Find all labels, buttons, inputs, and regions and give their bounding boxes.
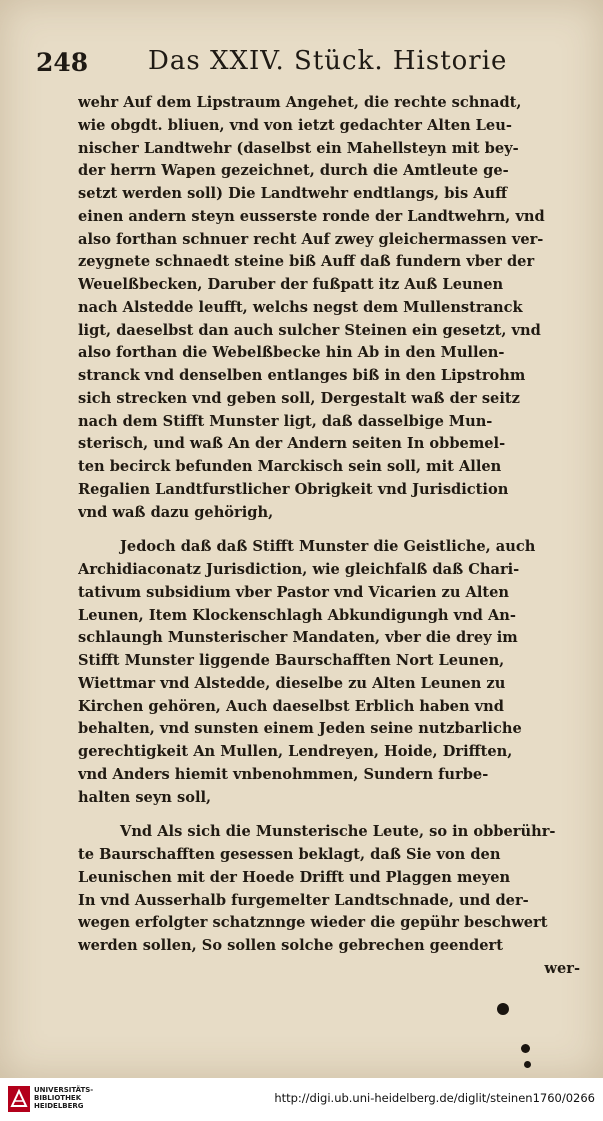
text-line: schlaungh Munsterischer Mandaten, vber die drey im bbox=[78, 629, 518, 647]
ink-blot bbox=[524, 1061, 531, 1068]
ink-blot bbox=[497, 1003, 509, 1015]
library-name: UNIVERSITÄTS- BIBLIOTHEK HEIDELBERG bbox=[34, 1086, 94, 1110]
paragraph-3 bbox=[78, 821, 580, 958]
text-line: Vnd Als sich die Munsterische Leute, so in obberühr- bbox=[120, 823, 556, 841]
text-line: tativum subsidium vber Pastor vnd Vicarien zu Alten bbox=[78, 583, 510, 601]
text-line: also forthan die Webelßbecke hin Ab in den Mullen- bbox=[78, 344, 505, 362]
text-line: wehr Auf dem Lipstraum Angehet, die rechte schnadt, bbox=[78, 94, 522, 111]
text-line: Kirchen gehören, Auch daeselbst Erblich haben vnd bbox=[78, 697, 504, 715]
source-url-link[interactable]: http://digi.ub.uni-heidelberg.de/diglit/steinen1760/0266 bbox=[274, 1091, 595, 1105]
text-line: te Baurschafften gesessen beklagt, daß Sie von den bbox=[78, 846, 501, 863]
page-number: 248 bbox=[36, 48, 89, 77]
text-line: werden sollen, So sollen solche gebrechen geendert bbox=[78, 937, 503, 954]
text-line: behalten, vnd sunsten einem Jeden seine nutzbarliche bbox=[78, 720, 522, 738]
ink-blot bbox=[521, 1044, 530, 1053]
text-line: Leunen, Item Klockenschlagh Abkundigungh vnd An- bbox=[78, 606, 516, 624]
body-text bbox=[78, 92, 580, 981]
catchword bbox=[78, 958, 580, 981]
text-line: nach dem Stifft Munster ligt, daß dasselbige Mun- bbox=[78, 412, 493, 430]
text-line: vnd Anders hiemit vnbenohmmen, Sundern furbe- bbox=[78, 765, 489, 783]
text-line: Leunischen mit der Hoede Drifft und Plaggen meyen bbox=[78, 868, 511, 886]
text-line: setzt werden soll) Die Landtwehr endtlangs, bis Auff bbox=[78, 185, 508, 202]
text-line: wie obgdt. bliuen, vnd von ietzt gedachter Alten Leu- bbox=[78, 116, 512, 134]
text-line: zeygnete schnaedt steine biß Auff daß fundern vber der bbox=[78, 253, 535, 271]
paragraph-2 bbox=[78, 536, 580, 809]
text-line: der herrn Wapen gezeichnet, durch die Amtleute ge- bbox=[78, 162, 509, 180]
text-line: Wiettmar vnd Alstedde, dieselbe zu Alten Leunen zu bbox=[78, 674, 506, 692]
text-line: Weuelßbecken, Daruber der fußpatt itz Auß Leunen bbox=[78, 276, 504, 293]
text-line: also forthan schnuer recht Auf zwey gleichermassen ver- bbox=[78, 230, 544, 248]
text-line: wer- bbox=[544, 959, 580, 977]
text-line: Stifft Munster liggende Baurschafften Nort Leunen, bbox=[78, 652, 505, 669]
text-line: sich strecken vnd geben soll, Dergestalt waß der seitz bbox=[78, 389, 520, 407]
text-line: ligt, daeselbst dan auch sulcher Steinen ein gesetzt, vnd bbox=[78, 321, 541, 339]
text-line: Regalien Landtfurstlicher Obrigkeit vnd Jurisdiction bbox=[78, 480, 509, 498]
text-line: nach Alstedde leufft, welchs negst dem Mullenstranck bbox=[78, 298, 523, 316]
text-line: ten becirck befunden Marckisch sein soll, mit Allen bbox=[78, 458, 502, 475]
text-line: In vnd Ausserhalb furgemelter Landtschnade, und der- bbox=[78, 891, 529, 909]
text-line: vnd waß dazu gehörigh, bbox=[78, 503, 274, 521]
running-title: Das XXIV. Stück. Historie bbox=[148, 46, 508, 76]
text-line: gerechtigkeit An Mullen, Lendreyen, Hoide, Drifften, bbox=[78, 743, 513, 760]
text-line: halten seyn soll, bbox=[78, 788, 212, 806]
text-line: stranck vnd denselben entlanges biß in den Lipstrohm bbox=[78, 367, 526, 384]
page-header bbox=[30, 44, 573, 84]
text-line: Jedoch daß daß Stifft Munster die Geistliche, auch bbox=[120, 538, 536, 556]
library-footer bbox=[0, 1078, 603, 1121]
text-line: wegen erfolgter schatznnge wieder die gepühr beschwert bbox=[78, 914, 548, 932]
library-logo-icon bbox=[8, 1086, 30, 1112]
text-line: einen andern steyn eusserste ronde der Landtwehrn, vnd bbox=[78, 207, 545, 225]
text-line: sterisch, und waß An der Andern seiten In obbemel- bbox=[78, 435, 506, 453]
text-line: Archidiaconatz Jurisdiction, wie gleichfalß daß Chari- bbox=[78, 561, 520, 578]
text-line: nischer Landtwehr (daselbst ein Mahellsteyn mit bey- bbox=[78, 139, 519, 157]
paragraph-1 bbox=[78, 92, 580, 524]
